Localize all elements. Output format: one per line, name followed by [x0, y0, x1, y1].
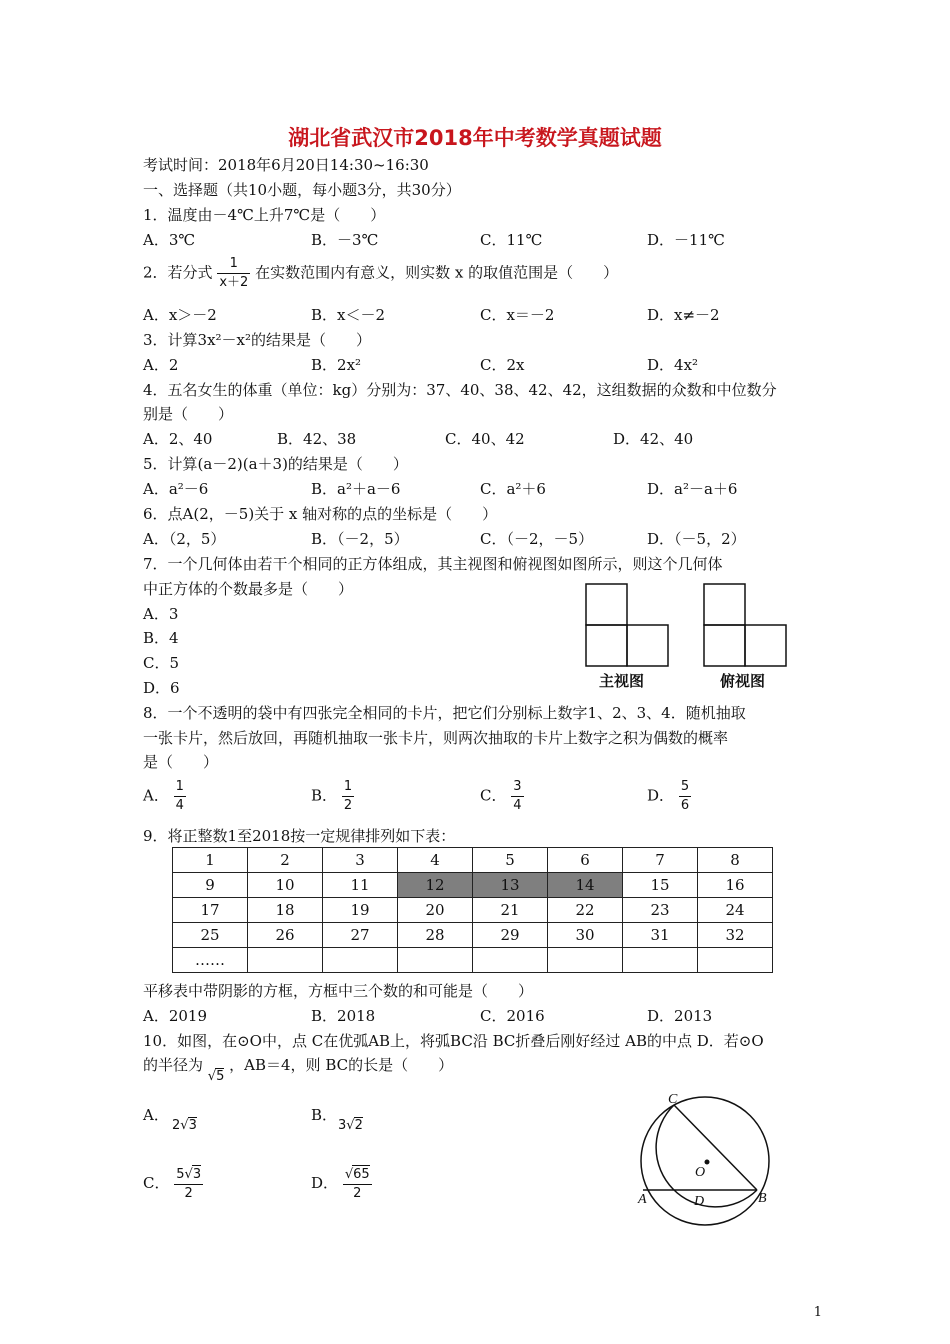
table-cell [398, 948, 473, 973]
table-cell: 5 [473, 848, 548, 873]
center-dot [705, 1160, 710, 1165]
section-heading: 一、选择题（共10小题，每小题3分，共30分） [143, 181, 461, 199]
q4-stem-line1: 4．五名女生的体重（单位：kg）分别为：37、40、38、42、42，这组数据的众数和中位数分 [143, 381, 777, 399]
number-table [172, 847, 773, 973]
q8-c-label: C． [480, 786, 507, 805]
table-cell: 14 [548, 873, 623, 898]
table-cell: 10 [248, 873, 323, 898]
q10-d-radicand: 65 [353, 1167, 370, 1182]
table-cell [248, 948, 323, 973]
q10-stem-post: ，AB＝4，则 BC的长是（ ） [229, 1056, 454, 1074]
q10-sqrt5-radicand: 5 [216, 1069, 225, 1084]
q10-c-label: C． [143, 1174, 170, 1192]
table-cell: 11 [323, 873, 398, 898]
q8-c-den: 4 [513, 798, 522, 813]
q4-stem-line2: 别是（ ） [143, 405, 234, 423]
table-cell: 19 [323, 898, 398, 923]
q8-d-fraction [679, 778, 691, 815]
table-cell: 22 [548, 898, 623, 923]
q9-option-c: C．2016 [480, 1007, 545, 1025]
q1-stem: 1．温度由－4℃上升7℃是（ ） [143, 206, 386, 224]
front-view-label: 主视图 [599, 672, 645, 690]
table-cell: 3 [323, 848, 398, 873]
table-cell [623, 948, 698, 973]
q4-option-c: C．40、42 [445, 430, 525, 448]
q9-option-b: B．2018 [311, 1007, 376, 1025]
q2-fraction [217, 255, 250, 292]
q10-stem-line1: 10．如图，在⊙O中，点 C在优弧AB上，将弧BC沿 BC折叠后刚好经过 AB的中点 D．若⊙O [143, 1032, 764, 1050]
q10-option-a: 2√3 [172, 1118, 197, 1133]
q10-sqrt5: √5 [207, 1069, 225, 1084]
table-cell: 13 [473, 873, 548, 898]
q5-option-b: B．a²＋a－6 [311, 480, 401, 498]
q8-d-num: 5 [679, 778, 691, 797]
q10-d-fraction [343, 1165, 372, 1203]
q8-b-num: 1 [342, 778, 354, 797]
q3-option-a: A．2 [143, 356, 179, 374]
q10-b-radicand: 2 [354, 1118, 363, 1133]
point-d-label: D [694, 1194, 705, 1209]
q10-option-c [143, 1165, 203, 1203]
top-view-square-bottom-right [745, 625, 786, 666]
table-cell [323, 948, 398, 973]
point-c-label: C [668, 1092, 678, 1107]
front-view-square-bottom-right [627, 625, 668, 666]
q10-c-fraction [174, 1165, 203, 1203]
q9-stem: 9．将正整数1至2018按一定规律排列如下表： [143, 827, 456, 845]
q8-a-label: A． [143, 786, 169, 805]
table-cell: 8 [698, 848, 773, 873]
q6-option-c: C．（－2，－5） [480, 530, 594, 548]
q8-option-b [311, 778, 354, 815]
q10-d-numerator: √65 [343, 1165, 372, 1185]
q8-d-den: 6 [680, 798, 690, 813]
table-cell: 24 [698, 898, 773, 923]
q8-a-fraction [174, 778, 186, 815]
q8-b-label: B． [311, 786, 338, 805]
q2-stem [143, 255, 618, 292]
table-cell: 29 [473, 923, 548, 948]
table-row [173, 873, 773, 898]
q3-stem: 3．计算3x²－x²的结果是（ ） [143, 331, 372, 349]
table-cell [548, 948, 623, 973]
q1-option-b: B．－3℃ [311, 231, 379, 249]
q8-b-fraction [342, 778, 354, 815]
q8-d-label: D． [647, 786, 675, 805]
top-view-square-top [704, 584, 745, 625]
q10-c-radicand: 3 [192, 1167, 202, 1182]
chord-bc [674, 1105, 757, 1190]
table-cell: 31 [623, 923, 698, 948]
q4-option-d: D．42、40 [613, 430, 694, 448]
point-o-label: O [695, 1165, 706, 1180]
q8-option-c [480, 778, 524, 815]
q5-option-d: D．a²－a＋6 [647, 480, 738, 498]
q3-option-b: B．2x² [311, 356, 362, 374]
q6-option-b: B．（－2，5） [311, 530, 409, 548]
q7-option-d: D．6 [143, 679, 180, 697]
q2-option-a: A．x＞－2 [143, 306, 217, 324]
q2-option-c: C．x＝－2 [480, 306, 555, 324]
q8-a-den: 4 [175, 798, 184, 813]
front-view-square-bottom-left [586, 625, 627, 666]
q10-option-a-label: A． [143, 1106, 169, 1124]
table-cell: 2 [248, 848, 323, 873]
q8-c-fraction [511, 778, 523, 815]
q8-option-d [647, 778, 691, 815]
q10-c-numerator: 5√3 [174, 1165, 203, 1185]
q2-stem-post: 在实数范围内有意义，则实数 x 的取值范围是（ ） [255, 263, 619, 282]
q10-a-coef: 2 [172, 1118, 181, 1133]
q8-stem-line3: 是（ ） [143, 753, 219, 771]
q7-option-c: C．5 [143, 654, 180, 672]
q10-c-coef: 5 [176, 1167, 185, 1182]
table-cell: …… [173, 948, 248, 973]
table-cell: 20 [398, 898, 473, 923]
table-cell: 16 [698, 873, 773, 898]
q7-stem-line1: 7．一个几何体由若干个相同的正方体组成，其主视图和俯视图如图所示，则这个几何体 [143, 555, 723, 573]
page-number: 1 [813, 1305, 822, 1320]
table-cell: 1 [173, 848, 248, 873]
table-cell: 27 [323, 923, 398, 948]
q5-option-c: C．a²＋6 [480, 480, 546, 498]
folded-arc-bc [656, 1105, 757, 1207]
point-b-label: B [758, 1191, 767, 1206]
table-cell [698, 948, 773, 973]
q8-b-den: 2 [343, 798, 353, 813]
q10-a-radicand: 3 [188, 1118, 197, 1133]
q10-stem-line2 [143, 1054, 454, 1084]
q3-option-c: C．2x [480, 356, 525, 374]
q5-stem: 5．计算(a－2)(a＋3)的结果是（ ） [143, 455, 408, 473]
table-cell: 23 [623, 898, 698, 923]
q10-stem-pre: 的半径为 [143, 1056, 204, 1074]
q7-option-a: A．3 [143, 605, 179, 623]
table-cell: 17 [173, 898, 248, 923]
q1-option-a: A．3℃ [143, 231, 196, 249]
top-view-label: 俯视图 [720, 672, 766, 690]
q8-a-num: 1 [174, 778, 186, 797]
front-view-square-top [586, 584, 627, 625]
q2-option-b: B．x＜－2 [311, 306, 386, 324]
table-cell: 12 [398, 873, 473, 898]
q8-c-num: 3 [511, 778, 523, 797]
table-cell: 26 [248, 923, 323, 948]
table-cell: 28 [398, 923, 473, 948]
q1-option-d: D．－11℃ [647, 231, 725, 249]
table-cell: 21 [473, 898, 548, 923]
q10-option-b: 3√2 [338, 1118, 363, 1133]
q6-stem: 6．点A(2，－5)关于 x 轴对称的点的坐标是（ ） [143, 505, 498, 523]
table-cell: 7 [623, 848, 698, 873]
table-row [173, 923, 773, 948]
q9-question: 平移表中带阴影的方框，方框中三个数的和可能是（ ） [143, 982, 534, 1000]
q4-option-a: A．2、40 [143, 430, 213, 448]
table-cell: 18 [248, 898, 323, 923]
top-view-square-bottom-left [704, 625, 745, 666]
q10-c-den: 2 [184, 1186, 193, 1201]
q2-option-d: D．x≠－2 [647, 306, 720, 324]
q10-d-den: 2 [353, 1186, 362, 1201]
table-cell [473, 948, 548, 973]
page-title: 湖北省武汉市2018年中考数学真题试题 [288, 126, 662, 150]
exam-time: 考试时间：2018年6月20日14:30~16:30 [143, 156, 429, 174]
q8-option-a [143, 778, 186, 815]
q6-option-d: D．（－5，2） [647, 530, 746, 548]
table-row [173, 898, 773, 923]
q10-option-b-label: B． [311, 1106, 338, 1124]
q4-option-b: B．42、38 [277, 430, 357, 448]
q8-stem-line2: 一张卡片，然后放回，再随机抽取一张卡片，则两次抽取的卡片上数字之积为偶数的概率 [143, 729, 729, 747]
q10-b-coef: 3 [338, 1118, 347, 1133]
table-cell: 15 [623, 873, 698, 898]
q1-option-c: C．11℃ [480, 231, 543, 249]
q5-option-a: A．a²－6 [143, 480, 209, 498]
q2-frac-den: x＋2 [219, 275, 249, 290]
q3-option-d: D．4x² [647, 356, 699, 374]
q6-option-a: A．（2，5） [143, 530, 226, 548]
table-cell: 30 [548, 923, 623, 948]
table-row [173, 948, 773, 973]
q9-option-a: A．2019 [143, 1007, 208, 1025]
q10-circle-figure [630, 1085, 780, 1235]
q2-stem-pre: 2．若分式 [143, 263, 213, 282]
table-row [173, 848, 773, 873]
table-cell: 6 [548, 848, 623, 873]
q8-stem-line1: 8．一个不透明的袋中有四张完全相同的卡片，把它们分别标上数字1、2、3、4．随机抽取 [143, 704, 746, 722]
q9-option-d: D．2013 [647, 1007, 713, 1025]
table-cell: 32 [698, 923, 773, 948]
table-cell: 9 [173, 873, 248, 898]
point-a-label: A [638, 1192, 647, 1207]
q2-frac-num: 1 [217, 255, 250, 274]
table-cell: 4 [398, 848, 473, 873]
q10-d-label: D． [311, 1174, 339, 1192]
q10-option-d [311, 1165, 372, 1203]
q7-stem-line2: 中正方体的个数最多是（ ） [143, 580, 354, 598]
table-cell: 25 [173, 923, 248, 948]
q7-option-b: B．4 [143, 629, 179, 647]
